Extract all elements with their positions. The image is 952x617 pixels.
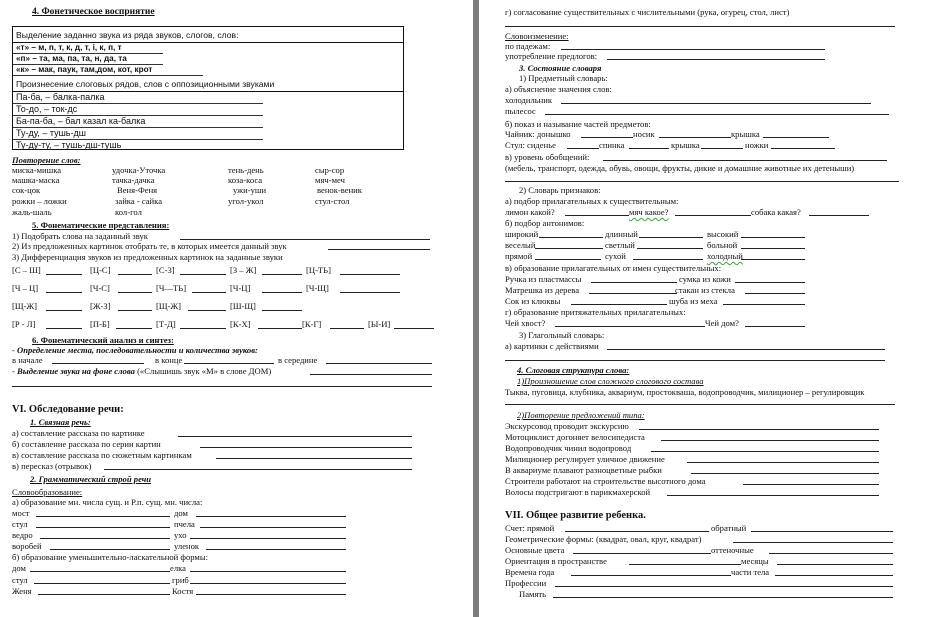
slovoobraz-title: Словообразование: (12, 487, 83, 497)
material-phrase: стакан из стекла (675, 285, 735, 295)
answer-line[interactable] (180, 274, 226, 275)
left-page (0, 0, 473, 617)
development-item: Геометрические формы: (квадрат, овал, круг, квадрат) (505, 534, 702, 544)
part-label: крышка (671, 140, 700, 150)
speech-item: а) составление рассказа по картинке (12, 428, 145, 438)
sound-pair: [Ч-С] (90, 283, 110, 293)
answer-line[interactable] (745, 326, 805, 327)
answer-line[interactable] (52, 363, 144, 364)
answer-line[interactable] (589, 293, 677, 294)
s3-2a: а) подбор прилагательных к существительным: (505, 196, 679, 206)
s3-b: б) показ и называние частей предметов: (505, 119, 651, 129)
item-word: пылесос (505, 106, 536, 116)
box-header-1: Выделение заданно звука из ряда звуков, слогов, слов: (13, 27, 403, 43)
word-pair: кол-гол (115, 207, 142, 217)
answer-line[interactable] (741, 248, 805, 249)
answer-line[interactable] (539, 237, 603, 238)
adj-prompt: собака какая? (751, 207, 801, 217)
sentence: Строители работают на строительстве высотного дома (505, 476, 706, 486)
s3-a: а) объяснение значения слов: (505, 84, 612, 94)
word-pair: венок-веник (317, 185, 362, 195)
word-pair: Веня-Феня (117, 185, 158, 195)
answer-line[interactable] (741, 259, 805, 260)
noun-label: Женя (12, 586, 32, 596)
answer-line[interactable] (190, 538, 346, 539)
s3-2b: б) подбор антонимов: (505, 218, 585, 228)
s4-1-text: Тыква, пуговица, клубника, аквариум, простокваша, водопроводчик, милиционер – регулировщик (505, 387, 865, 397)
answer-line[interactable] (46, 310, 82, 311)
answer-line[interactable] (639, 429, 879, 430)
development-item: оттеночные (711, 545, 754, 555)
antonym-word: больной (707, 240, 738, 250)
answer-line[interactable] (591, 282, 677, 283)
answer-line[interactable] (701, 148, 743, 149)
box-row: «к» – мак, паук, там,дом, кот, крот (13, 65, 203, 76)
sound-pair: [Щ-Ж] (156, 301, 181, 311)
part-label: носик (633, 129, 655, 139)
izmenenie-row: по падежам: (505, 41, 551, 51)
answer-line[interactable] (751, 531, 893, 532)
s3-2d: г) образование притяжательных прилагательных: (505, 307, 686, 317)
answer-line[interactable] (565, 531, 709, 532)
sound-pair: [Ч-Ц] (230, 283, 251, 293)
sound-pair: [П-Б] (90, 319, 110, 329)
slovoobraz-b: б) образование уменьшительно-ласкательной формы: (12, 552, 209, 562)
answer-line[interactable] (178, 436, 412, 437)
word-pair: зайка - сайка (115, 196, 163, 206)
possessive-prompt: Чей дом? (705, 318, 739, 328)
noun-label: воробей (12, 541, 42, 551)
part-label: спинка (599, 140, 625, 150)
box-header-2: Произнесение слоговых рядов, слов с оппозиционными звуками (13, 77, 403, 92)
answer-line[interactable] (216, 458, 412, 459)
sound-pair: [Р - Л] (12, 319, 36, 329)
word-pair: сыр-сор (315, 165, 345, 175)
answer-line[interactable] (262, 292, 302, 293)
answer-line[interactable] (36, 516, 170, 517)
slovoobraz-a: а) образование мн. числа сущ. и Р.п. сущ. мн. числа: (12, 497, 203, 507)
s6-subtitle: - Определение места, последовательности и количества звуков: (12, 345, 258, 355)
noun-label: уленок (174, 541, 200, 551)
word-pair: мяч-меч (315, 175, 345, 185)
sound-pair: [Ц-С] (90, 265, 111, 275)
answer-line[interactable] (637, 248, 703, 249)
position-label: в конце (155, 355, 183, 365)
s3-2: 2) Словарь признаков: (519, 185, 601, 195)
sound-pair: [Ш-Щ] (230, 301, 256, 311)
s6-subtitle-2 (12, 366, 271, 376)
word-pair: стул-стол (315, 196, 350, 206)
antonym-word: прямой (505, 251, 533, 261)
answer-line[interactable] (180, 239, 430, 240)
answer-line[interactable] (30, 571, 170, 572)
answer-line[interactable] (12, 386, 432, 387)
answer-line[interactable] (567, 148, 599, 149)
noun-label: дом (174, 508, 188, 518)
answer-line[interactable] (505, 360, 885, 361)
sound-pair: [С-З] (156, 265, 175, 275)
sentence: Милиционер регулирует уличное движение (505, 454, 665, 464)
antonym-word: светлый (605, 240, 635, 250)
item-word: холодильник (505, 95, 553, 105)
part-label: Стул: сиденье (505, 140, 556, 150)
answer-line[interactable] (262, 310, 302, 311)
answer-line[interactable] (206, 549, 346, 550)
answer-line[interactable] (629, 148, 669, 149)
right-page (479, 0, 952, 617)
material-phrase: сумка из кожи (679, 274, 731, 284)
word-pair: машка-маска (12, 175, 60, 185)
answer-line[interactable] (723, 304, 805, 305)
answer-line[interactable] (118, 310, 152, 311)
answer-line[interactable] (775, 575, 893, 576)
box-row: Па-ба, – балка-палка (13, 92, 263, 104)
answer-line[interactable] (571, 575, 731, 576)
sentence: Волосы подстригают в парикмахерской (505, 487, 651, 497)
answer-line[interactable] (561, 103, 871, 104)
material-phrase: Матрешка из дерева (505, 285, 580, 295)
development-item: месяцы (741, 556, 769, 566)
s3-c-text: (мебель, транспорт, одежда, обувь, овощи, фрукты, дикие и домашние животные их детеныши) (505, 163, 855, 173)
sound-pair: [Ч – Ц] (12, 283, 39, 293)
answer-line[interactable] (691, 473, 879, 474)
noun-label: елка (170, 563, 186, 573)
answer-line[interactable] (573, 553, 711, 554)
box-row: Ту-ду, – тушь-дш (13, 128, 263, 140)
answer-line[interactable] (555, 326, 705, 327)
answer-line[interactable] (196, 516, 346, 517)
answer-line[interactable] (535, 259, 601, 260)
answer-line[interactable] (667, 495, 879, 496)
answer-line[interactable] (553, 597, 893, 598)
word-pair: сок-цок (12, 185, 41, 195)
word-pair: ужи-уши (233, 185, 267, 195)
speech-item: в) составление рассказа по сюжетным картинкам (12, 450, 192, 460)
answer-line[interactable] (743, 484, 879, 485)
answer-line[interactable] (661, 440, 879, 441)
noun-label: ведро (12, 530, 33, 540)
section-vii-title: VII. Общее развитие ребенка. (505, 510, 646, 521)
adj-prompt (629, 207, 669, 217)
answer-line[interactable] (659, 137, 731, 138)
answer-line[interactable] (184, 363, 274, 364)
material-phrase: Сок из клюквы (505, 296, 561, 306)
section-4-right-title: 4. Слоговая структура слова: (517, 365, 630, 375)
sound-pair: [Ж-З] (90, 301, 111, 311)
repetition-title: Повторение слов: (12, 155, 81, 165)
answer-line[interactable] (571, 304, 667, 305)
sound-pair: [К-Г] (302, 319, 322, 329)
answer-line[interactable] (607, 59, 825, 60)
answer-line[interactable] (36, 527, 170, 528)
answer-line[interactable] (629, 564, 741, 565)
izmenenie-title: Словоизменение: (505, 31, 569, 41)
answer-line[interactable] (735, 282, 805, 283)
section-vi-title: VI. Обследование речи: (12, 404, 124, 415)
answer-line[interactable] (200, 447, 412, 448)
material-phrase: Ручка из пластмассы (505, 274, 582, 284)
development-item: части тела (731, 567, 770, 577)
noun-label: мост (12, 508, 30, 518)
position-label: в начале (12, 355, 43, 365)
antonym-word (707, 251, 743, 261)
answer-line[interactable] (340, 274, 400, 275)
izmenenie-row: употребление предлогов: (505, 51, 598, 61)
answer-line[interactable] (687, 462, 879, 463)
speech-item: б) составление рассказа по серии картин (12, 439, 161, 449)
agreement-line: г) согласование существительных с числительными (рука, огурец, стол, лист) (505, 7, 790, 17)
section-5-title: 5. Фонематические представления: (32, 220, 170, 230)
position-label: в середине (278, 355, 318, 365)
sentence: Мотоциклист догоняет велосипедиста (505, 432, 645, 442)
development-item: Времена года (505, 567, 555, 577)
antonym-word: веселый (505, 240, 536, 250)
answer-line[interactable] (46, 328, 82, 329)
section-6-title: 6. Фонематический анализ и синтез: (32, 335, 174, 345)
noun-label: Костя (172, 586, 194, 596)
answer-line[interactable] (40, 538, 170, 539)
section-4-title: 4. Фонетическое восприятие (32, 7, 155, 17)
antonym-word: сухой (605, 251, 626, 261)
word-pair: рожки – ложки (12, 196, 67, 206)
sound-pair: [Ч-Щ] (306, 283, 329, 293)
s3-2c: в) образование прилагательных от имен существительных: (505, 263, 722, 273)
word-pair: угол-укол (228, 196, 264, 206)
word-pair: удочка-Уточка (112, 165, 166, 175)
s6-subtitle-2-rest: («Слышишь звук «М» в слове ДОМ) (137, 366, 272, 376)
word-pair: миска-мишка (12, 165, 62, 175)
s3-1: 1) Предметный словарь: (519, 73, 608, 83)
s3-3: 3) Глагольный словарь: (519, 330, 605, 340)
sound-pair: [Ц-ТЬ] (306, 265, 331, 275)
sound-pair: [Т-Д] (156, 319, 176, 329)
answer-line[interactable] (180, 328, 226, 329)
sound-pair: [С – Ш] (12, 265, 41, 275)
answer-line[interactable] (104, 469, 412, 470)
s5-item: 1) Подобрать слова на заданный звук (12, 231, 148, 241)
part-label: крышка (731, 129, 760, 139)
antonym-word: высокий (707, 229, 739, 239)
s5-item: 3) Дифференциация звуков из предложенных картинок на заданные звуки (12, 252, 283, 262)
answer-line[interactable] (118, 274, 152, 275)
answer-line[interactable] (555, 586, 893, 587)
answer-line[interactable] (310, 374, 432, 375)
answer-line[interactable] (262, 274, 302, 275)
development-item: Профессии (505, 578, 547, 588)
possessive-prompt: Чей хвост? (505, 318, 546, 328)
development-item: обратный (711, 523, 747, 533)
sound-pair: [З – Ж] (230, 265, 257, 275)
box-row: «п» – та, ма, па, та, н, да, та (13, 54, 163, 65)
box-row: Ба-па-ба, – бал казал ка-балка (13, 116, 263, 128)
answer-line[interactable] (763, 137, 829, 138)
answer-line[interactable] (328, 249, 430, 250)
answer-line[interactable] (607, 349, 885, 350)
development-item: Счет: прямой (505, 523, 555, 533)
answer-line[interactable] (561, 49, 825, 50)
answer-line[interactable] (505, 404, 895, 405)
answer-line[interactable] (809, 215, 869, 216)
development-item: Память (519, 589, 547, 599)
answer-line[interactable] (118, 292, 152, 293)
word-pair: коза-коса (228, 175, 263, 185)
section-3-title: 3. Состояние словаря (519, 63, 602, 73)
sound-pair: [Ы-И] (368, 319, 391, 329)
answer-line[interactable] (535, 248, 603, 249)
sound-pair: [К-Х] (230, 319, 251, 329)
answer-line[interactable] (200, 527, 346, 528)
box-row: То-до, – ток-дс (13, 104, 263, 116)
word-pair: жаль-шаль (12, 207, 52, 217)
answer-line[interactable] (651, 451, 879, 452)
antonym-word-text: холодный (707, 251, 743, 261)
answer-line[interactable] (771, 148, 835, 149)
antonym-word: длинный (605, 229, 638, 239)
part-label: Чайник: донышко (505, 129, 571, 139)
sentence: Экскурсовод проводит экскурсию (505, 421, 629, 431)
s3-3a: а) картинки с действиями (505, 341, 599, 351)
answer-line[interactable] (116, 328, 152, 329)
noun-label: ухо (174, 530, 187, 540)
answer-line[interactable] (340, 292, 400, 293)
answer-line[interactable] (330, 328, 364, 329)
s4-2: 2)Повторение предложений типа: (517, 410, 645, 420)
answer-line[interactable] (190, 571, 346, 572)
answer-line[interactable] (741, 237, 805, 238)
answer-line[interactable] (545, 114, 889, 115)
answer-line[interactable] (50, 549, 170, 550)
noun-label: пчела (174, 519, 195, 529)
answer-line[interactable] (581, 137, 633, 138)
answer-line[interactable] (769, 553, 893, 554)
answer-line[interactable] (34, 583, 170, 584)
answer-line[interactable] (188, 310, 226, 311)
sound-pair: [Ч—ТЬ] (156, 283, 187, 293)
answer-line[interactable] (777, 564, 893, 565)
noun-label: стул (12, 575, 28, 585)
answer-line[interactable] (46, 292, 82, 293)
adj-prompt: лимон какой? (505, 207, 555, 217)
word-pair: тачка-дачка (112, 175, 155, 185)
answer-line[interactable] (394, 328, 434, 329)
noun-label: стул (12, 519, 28, 529)
box-row: «т» – м, п, т, к, д, т, і, к, п, т (13, 43, 163, 54)
development-item: Ориентация в пространстве (505, 556, 607, 566)
sentence: Водопроводчик чинил водопровод (505, 443, 632, 453)
answer-line[interactable] (46, 274, 82, 275)
answer-line[interactable] (603, 160, 887, 161)
antonym-word: широкий (505, 229, 539, 239)
section-1-title: 1. Связная речь: (30, 417, 91, 427)
answer-line[interactable] (675, 215, 751, 216)
sound-pair: [Щ-Ж] (12, 301, 37, 311)
sentence: В аквариуме плавают разноцветные рыбки (505, 465, 662, 475)
box-row: Ту-ду-ту, – тушь-дш-тушь (16, 140, 122, 150)
answer-line[interactable] (38, 594, 170, 595)
phonetic-box (12, 26, 404, 150)
answer-line[interactable] (505, 26, 895, 27)
answer-line[interactable] (258, 328, 302, 329)
answer-line[interactable] (196, 594, 346, 595)
s5-item: 2) Из предложенных картинок отобрать те, в которых имеется данный звук (12, 241, 287, 251)
answer-line[interactable] (326, 363, 432, 364)
development-item: Основные цвета (505, 545, 565, 555)
s3-c: в) уровень обобщений: (505, 152, 590, 162)
speech-item: в) пересказ (отрывок) (12, 461, 92, 471)
answer-line[interactable] (190, 583, 346, 584)
answer-line[interactable] (733, 542, 893, 543)
adj-prompt-text: мяч какое? (629, 207, 669, 217)
answer-line[interactable] (745, 293, 805, 294)
answer-line[interactable] (639, 237, 703, 238)
s6-subtitle-2-main: - Выделение звука на фоне слова (12, 366, 135, 376)
material-phrase: шуба из меха (669, 296, 718, 306)
answer-line[interactable] (192, 292, 226, 293)
answer-line[interactable] (633, 259, 703, 260)
section-2-title: 2. Грамматический строй речи (30, 474, 152, 484)
noun-label: дом (12, 563, 26, 573)
part-label: ножки (745, 140, 769, 150)
answer-line[interactable] (565, 215, 629, 216)
noun-label: гриб (172, 575, 189, 585)
word-pair: тень-день (228, 165, 264, 175)
s4-1: 1)Произношение слов сложного слогового состава (517, 376, 704, 386)
answer-line[interactable] (505, 181, 899, 182)
